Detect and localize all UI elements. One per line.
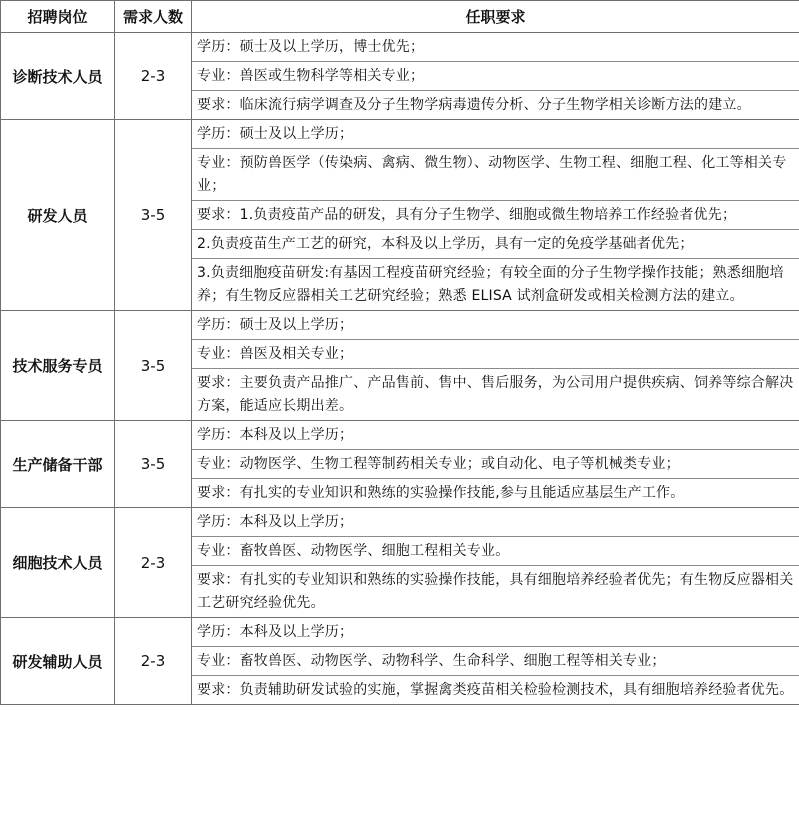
- position-cell: 细胞技术人员: [1, 508, 115, 618]
- requirement-line: 3.负责细胞疫苗研发:有基因工程疫苗研究经验；有较全面的分子生物学操作技能；熟悉细胞培养；有生物反应器相关工艺研究经验；熟悉 ELISA 试剂盒研发或相关检测方法的建立。: [197, 265, 784, 304]
- table-row: [1, 311, 799, 421]
- requirement-line: 要求：1.负责疫苗产品的研发，具有分子生物学、细胞或微生物培养工作经验者优先；: [192, 201, 799, 230]
- headcount-cell: 3-5: [115, 120, 192, 311]
- requirement-line: 要求：有扎实的专业知识和熟练的实验操作技能，具有细胞培养经验者优先；有生物反应器相关工艺研究经验优先。: [197, 572, 794, 611]
- position-cell: 研发辅助人员: [1, 618, 115, 705]
- headcount-cell: 3-5: [115, 421, 192, 508]
- header-requirements: 任职要求: [192, 1, 799, 33]
- requirement-line: 学历：硕士及以上学历；: [192, 311, 799, 340]
- requirements-cell: [192, 33, 799, 120]
- headcount-cell: 2-3: [115, 618, 192, 705]
- table-row: [1, 421, 799, 508]
- table-row: [1, 120, 799, 311]
- header-count: 需求人数: [115, 1, 192, 33]
- table-row: [1, 33, 799, 120]
- headcount-cell: 2-3: [115, 508, 192, 618]
- table-row: [1, 508, 799, 618]
- requirement-line: 要求：主要负责产品推广、产品售前、售中、售后服务，为公司用户提供疾病、饲养等综合解决方案，能适应长期出差。: [197, 375, 794, 414]
- headcount-cell: 3-5: [115, 311, 192, 421]
- header-position: 招聘岗位: [1, 1, 115, 33]
- requirements-cell: [192, 421, 799, 508]
- requirement-line: 学历：本科及以上学历；: [192, 508, 799, 537]
- position-cell: 生产储备干部: [1, 421, 115, 508]
- requirement-line: 学历：硕士及以上学历，博士优先；: [192, 33, 799, 62]
- requirement-line: 要求：临床流行病学调查及分子生物学病毒遗传分析、分子生物学相关诊断方法的建立。: [197, 97, 751, 113]
- requirement-line: 专业：动物医学、生物工程等制药相关专业；或自动化、电子等机械类专业；: [192, 450, 799, 479]
- requirement-line: 专业：兽医或生物科学等相关专业；: [192, 62, 799, 91]
- header-row: [1, 1, 799, 33]
- requirement-line: 专业：畜牧兽医、动物医学、动物科学、生命科学、细胞工程等相关专业；: [192, 647, 799, 676]
- requirement-line: 专业：预防兽医学（传染病、禽病、微生物）、动物医学、生物工程、细胞工程、化工等相关专业；: [192, 149, 799, 201]
- requirement-line: 学历：本科及以上学历；: [192, 618, 799, 647]
- requirements-cell: [192, 508, 799, 618]
- headcount-cell: 2-3: [115, 33, 192, 120]
- requirement-line: 学历：本科及以上学历；: [192, 421, 799, 450]
- requirements-cell: [192, 311, 799, 421]
- requirement-line: 要求：有扎实的专业知识和熟练的实验操作技能,参与且能适应基层生产工作。: [197, 485, 685, 501]
- requirement-line: 2.负责疫苗生产工艺的研究，本科及以上学历，具有一定的免疫学基础者优先；: [192, 230, 799, 259]
- requirements-cell: [192, 120, 799, 311]
- requirement-line: 学历：硕士及以上学历；: [192, 120, 799, 149]
- table-row: [1, 618, 799, 705]
- requirement-line: 要求：负责辅助研发试验的实施，掌握禽类疫苗相关检验检测技术，具有细胞培养经验者优先。: [197, 682, 794, 698]
- requirements-cell: [192, 618, 799, 705]
- position-cell: 技术服务专员: [1, 311, 115, 421]
- position-cell: 诊断技术人员: [1, 33, 115, 120]
- requirement-line: 专业：兽医及相关专业；: [192, 340, 799, 369]
- position-cell: 研发人员: [1, 120, 115, 311]
- requirement-line: 专业：畜牧兽医、动物医学、细胞工程相关专业。: [192, 537, 799, 566]
